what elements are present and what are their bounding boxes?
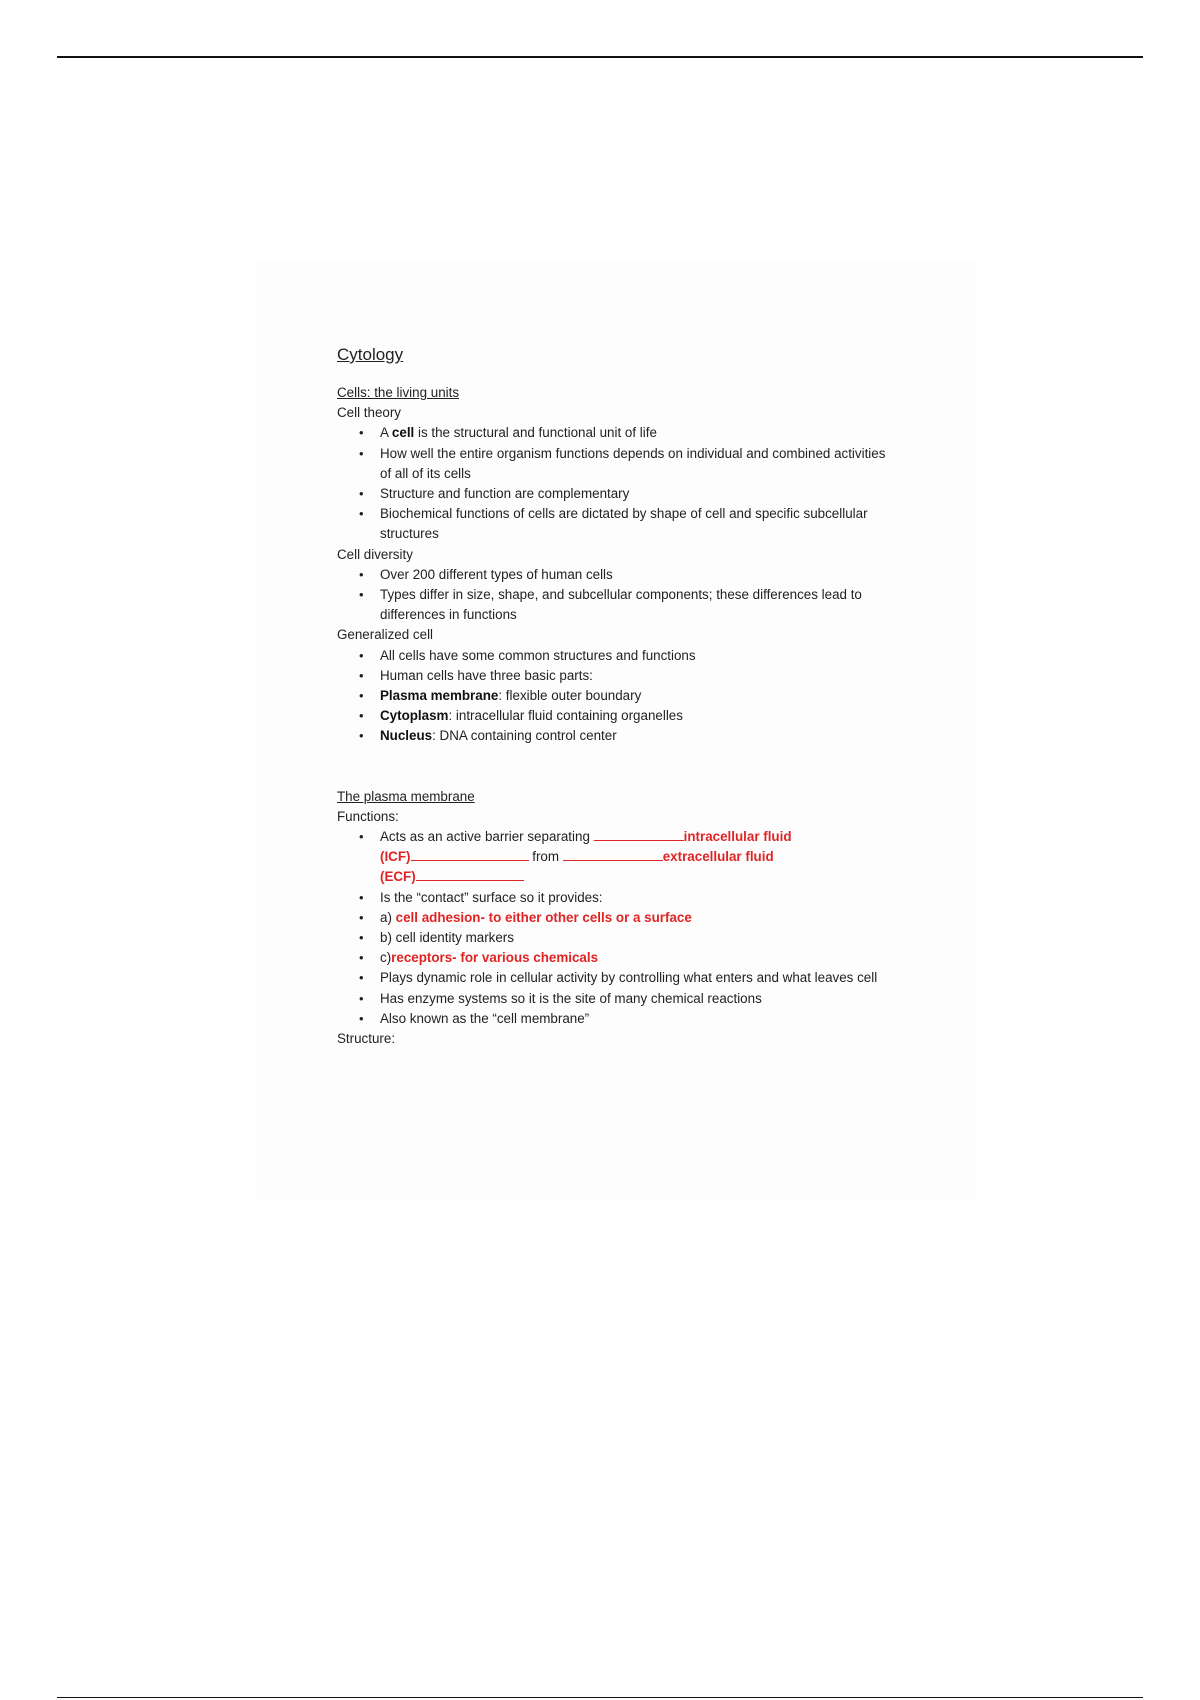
section-title-cells: Cells: the living units bbox=[337, 385, 460, 400]
list-item: • Also known as the “cell membrane” bbox=[337, 1009, 897, 1029]
answer-blank bbox=[594, 827, 684, 841]
list-item-text: a) bbox=[380, 909, 396, 925]
answer-text: extracellular fluid bbox=[662, 849, 774, 865]
document-title: Cytology bbox=[337, 345, 404, 364]
list-item: • Over 200 different types of human cells bbox=[337, 565, 897, 585]
list-item bbox=[337, 686, 897, 706]
list-item: • b) cell identity markers bbox=[337, 928, 897, 948]
bold-term: Nucleus bbox=[380, 728, 433, 744]
list-item-text: c) bbox=[380, 950, 392, 966]
list-item-text: from bbox=[528, 849, 563, 865]
document-content bbox=[337, 344, 897, 1049]
cell-diversity-heading: Cell diversity bbox=[337, 546, 413, 562]
list-item bbox=[337, 706, 897, 726]
answer-text: receptors- for various chemicals bbox=[391, 950, 599, 966]
list-item: • Biochemical functions of cells are dictated by shape of cell and specific subcellular structures bbox=[337, 504, 897, 544]
list-item-text: : intracellular fluid containing organelles bbox=[448, 708, 683, 724]
bold-term: cell bbox=[391, 425, 415, 441]
generalized-cell-list bbox=[337, 646, 897, 747]
list-item: • How well the entire organism functions depends on individual and combined activities of all of its cells bbox=[337, 444, 897, 484]
bottom-rule bbox=[57, 1697, 1143, 1698]
list-item: • Plays dynamic role in cellular activity by controlling what enters and what leaves cell bbox=[337, 968, 897, 988]
answer-blank bbox=[563, 847, 663, 861]
functions-list bbox=[337, 827, 897, 1029]
list-item bbox=[337, 423, 897, 443]
answer-text: (ECF) bbox=[380, 869, 416, 885]
list-item: • Types differ in size, shape, and subcellular components; these differences lead to differences in functions bbox=[337, 585, 897, 625]
list-item bbox=[337, 726, 897, 746]
answer-blank bbox=[411, 847, 529, 861]
list-item-text: is the structural and functional unit of life bbox=[414, 425, 657, 441]
generalized-cell-heading: Generalized cell bbox=[337, 627, 434, 643]
functions-heading: Functions: bbox=[337, 808, 399, 824]
list-item: • Has enzyme systems so it is the site of many chemical reactions bbox=[337, 989, 897, 1009]
list-item bbox=[337, 908, 897, 928]
cell-theory-heading: Cell theory bbox=[337, 405, 402, 421]
list-item-barrier bbox=[337, 827, 897, 888]
list-item-text: A bbox=[380, 425, 392, 441]
list-item-text: Acts as an active barrier separating bbox=[380, 829, 594, 845]
list-item: • Structure and function are complementary bbox=[337, 484, 897, 504]
section-spacer bbox=[337, 747, 897, 787]
list-item-text: : DNA containing control center bbox=[432, 728, 617, 744]
answer-text: cell adhesion- to either other cells or a surface bbox=[395, 909, 692, 925]
answer-text: (ICF) bbox=[380, 849, 411, 865]
answer-text: intracellular fluid bbox=[683, 829, 792, 845]
section-title-plasma-membrane: The plasma membrane bbox=[337, 788, 475, 804]
cell-diversity-list bbox=[337, 565, 897, 626]
bold-term: Cytoplasm bbox=[380, 708, 449, 724]
bold-term: Plasma membrane bbox=[380, 688, 499, 704]
top-rule bbox=[57, 56, 1143, 58]
cell-theory-list bbox=[337, 423, 897, 544]
list-item: • All cells have some common structures and functions bbox=[337, 646, 897, 666]
list-item bbox=[337, 948, 897, 968]
list-item-text: : flexible outer boundary bbox=[498, 688, 642, 704]
list-item: • Is the “contact” surface so it provides: bbox=[337, 888, 897, 908]
answer-blank bbox=[416, 867, 524, 881]
list-item: • Human cells have three basic parts: bbox=[337, 666, 897, 686]
structure-heading: Structure: bbox=[337, 1031, 396, 1047]
